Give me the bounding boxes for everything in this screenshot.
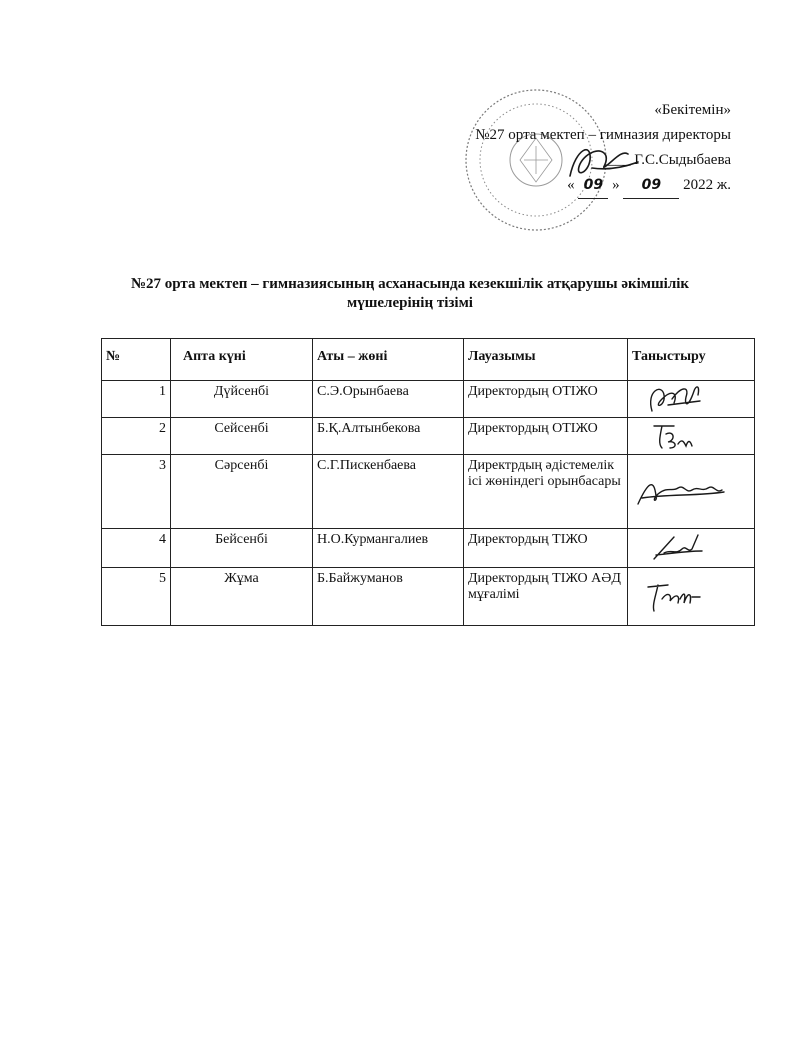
handwritten-signature <box>628 381 746 417</box>
date-open-quote: « <box>567 177 575 193</box>
row-number: 3 <box>102 455 171 529</box>
row-signature <box>628 418 755 455</box>
table-row <box>102 568 755 626</box>
row-number: 4 <box>102 529 171 568</box>
row-signature <box>628 568 755 626</box>
table-row <box>102 455 755 529</box>
row-signature <box>628 529 755 568</box>
row-name: С.Г.Пискенбаева <box>313 455 464 529</box>
row-name: Н.О.Курмангалиев <box>313 529 464 568</box>
approval-signatory: ___ Г.С.Сыдыбаева <box>607 152 731 168</box>
date-day: 09 <box>578 173 608 199</box>
header-acknowledgement: Таныстыру <box>628 339 755 381</box>
row-signature <box>628 455 755 529</box>
row-number: 1 <box>102 381 171 418</box>
row-name: Б.Қ.Алтынбекова <box>313 418 464 455</box>
row-name: С.Э.Орынбаева <box>313 381 464 418</box>
row-position: Директрдың әдістемелік ісі жөніндегі орынбасары <box>464 455 628 529</box>
approval-block <box>431 98 731 199</box>
handwritten-signature <box>628 418 746 454</box>
row-position: Директордың ТІЖО АӘД мұғалімі <box>464 568 628 626</box>
header-name: Аты – жөні <box>313 339 464 381</box>
row-number: 2 <box>102 418 171 455</box>
document-title: №27 орта мектеп – гимназиясының асханасында кезекшілік атқарушы әкімшілік мүшелерінің тізімі <box>130 276 690 311</box>
header-number: № <box>102 339 171 381</box>
table-row <box>102 381 755 418</box>
date-close-quote: » <box>612 177 620 193</box>
row-number: 5 <box>102 568 171 626</box>
row-signature <box>628 381 755 418</box>
approval-date <box>431 173 731 199</box>
row-weekday: Сәрсенбі <box>171 455 313 529</box>
table-header-row <box>102 339 755 381</box>
row-name: Б.Байжуманов <box>313 568 464 626</box>
date-month: 09 <box>623 173 679 199</box>
row-weekday: Сейсенбі <box>171 418 313 455</box>
date-year: 2022 ж. <box>683 177 731 193</box>
header-weekday: Апта күні <box>171 339 313 381</box>
row-position: Директордың ТІЖО <box>464 529 628 568</box>
approval-position: №27 орта мектеп – гимназия директоры <box>475 127 731 143</box>
row-weekday: Жұма <box>171 568 313 626</box>
row-position: Директордың ОТІЖО <box>464 381 628 418</box>
table-row <box>102 418 755 455</box>
handwritten-signature <box>628 472 746 512</box>
handwritten-signature <box>628 529 746 567</box>
row-weekday: Бейсенбі <box>171 529 313 568</box>
header-position: Лауазымы <box>464 339 628 381</box>
approval-heading: «Бекітемін» <box>654 102 731 118</box>
table-row <box>102 529 755 568</box>
row-weekday: Дүйсенбі <box>171 381 313 418</box>
handwritten-signature <box>628 577 746 617</box>
row-position: Директордың ОТІЖО <box>464 418 628 455</box>
duty-table <box>101 338 755 626</box>
